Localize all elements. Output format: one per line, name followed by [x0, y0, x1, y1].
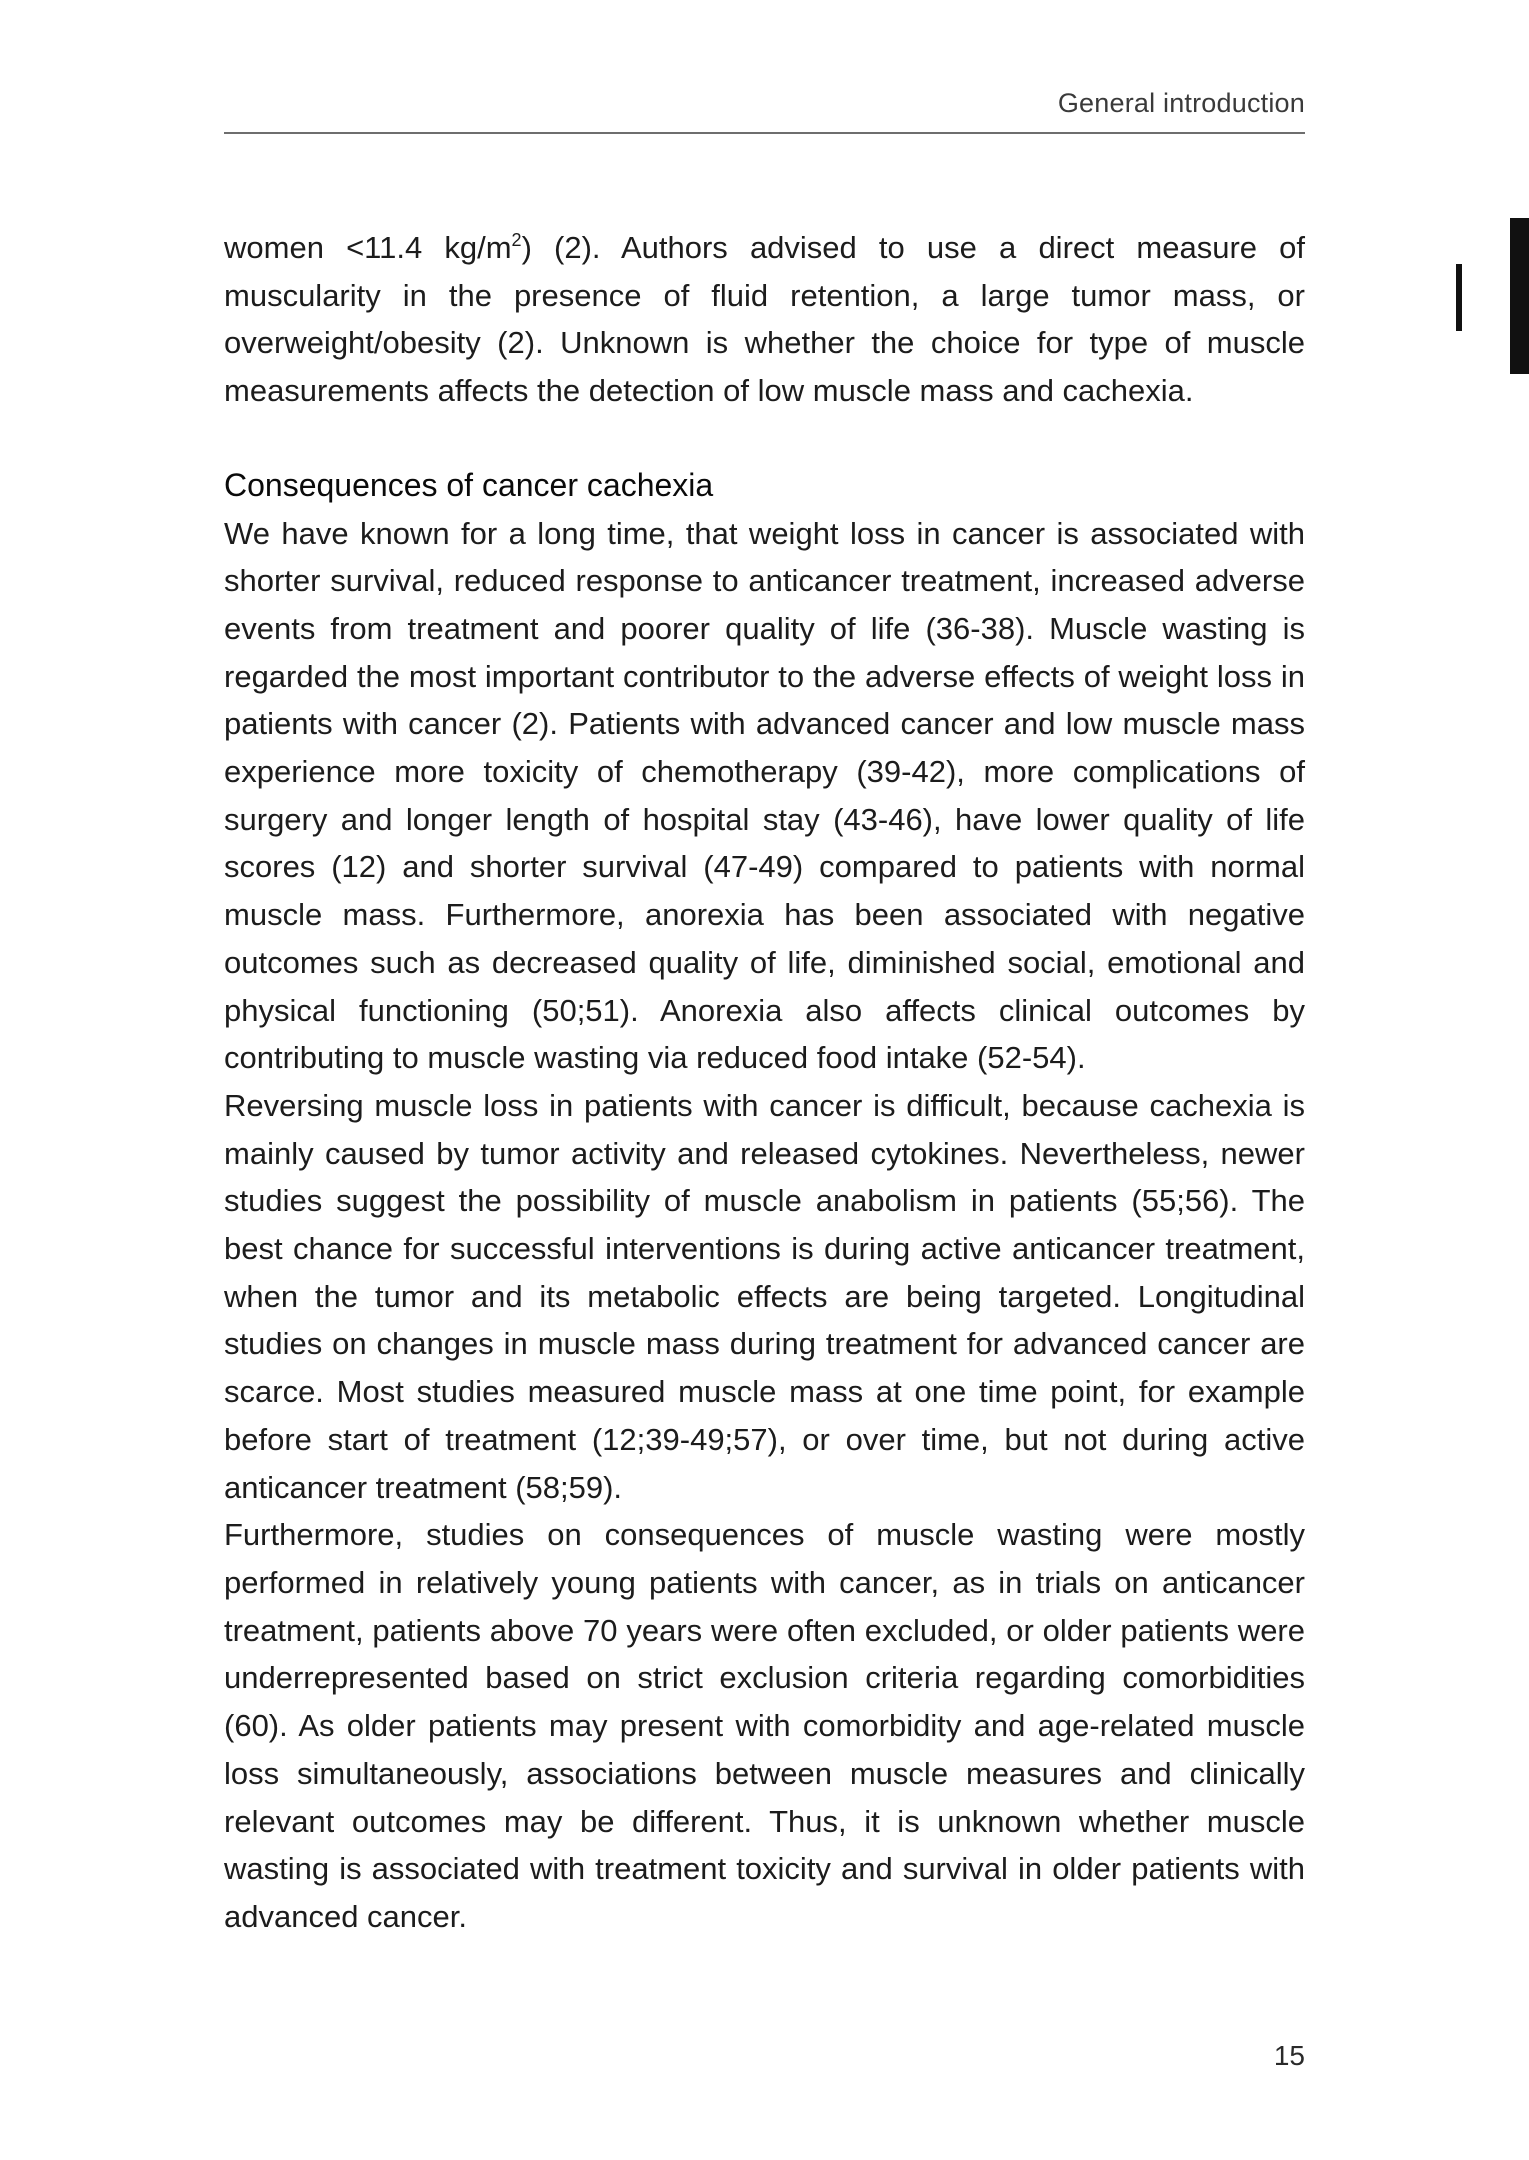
superscript-two: 2 [511, 230, 522, 250]
chapter-edge-tab [1510, 218, 1529, 374]
page-number: 15 [1273, 2040, 1305, 2071]
section-heading: Consequences of cancer cachexia [224, 466, 714, 503]
main-text [224, 224, 1305, 1941]
intro-text-start: women <11.4 kg/m [224, 230, 512, 265]
intro-paragraph [224, 224, 1305, 415]
running-header-title: General introduction [1057, 88, 1305, 118]
running-header [224, 88, 1305, 134]
chapter-marker-bar [1456, 264, 1462, 331]
body-paragraph-2: Reversing muscle loss in patients with cancer is difficult, because cachexia is mainly caused by tumor activity and released cytokines. Nevertheless, newer studies suggest the possibility of muscle anabolism in patients (55;56). The best chance for successful interventions is during active anticancer treatment, when the tumor and its metabolic effects are being targeted. Longitudinal studies on changes in muscle mass during treatment for advanced cancer are scarce. Most studies measured muscle mass at one time point, for example before start of treatment (12;39-49;57), or over time, but not during active anticancer treatment (58;59). [224, 1087, 1305, 1505]
paragraph-spacer [224, 415, 1305, 462]
intro-text-end: ) (2). Authors advised to use a direct measure of muscularity in the presence of fluid retention, a large tumor mass, or overweight/obesity (2). Unknown is whether the choice for type of muscle measurements affects the detection of low muscle mass and cachexia. [224, 230, 1305, 409]
body-paragraph-1: We have known for a long time, that weight loss in cancer is associated with shorter survival, reduced response to anticancer treatment, increased adverse events from treatment and poorer quality of life (36-38). Muscle wasting is regarded the most important contributor to the adverse effects of weight loss in patients with cancer (2). Patients with advanced cancer and low muscle mass experience more toxicity of chemotherapy (39-42), more complications of surgery and longer length of hospital stay (43-46), have lower quality of life scores (12) and shorter survival (47-49) compared to patients with normal muscle mass. Furthermore, anorexia has been associated with negative outcomes such as decreased quality of life, diminished social, emotional and physical functioning (50;51). Anorexia also affects clinical outcomes by contributing to muscle wasting via reduced food intake (52-54). [224, 515, 1305, 1076]
body-paragraph-3: Furthermore, studies on consequences of muscle wasting were mostly performed in relatively young patients with cancer, as in trials on anticancer treatment, patients above 70 years were often excluded, or older patients were underrepresented based on strict exclusion criteria regarding comorbidities (60). As older patients may present with comorbidity and age-related muscle loss simultaneously, associations between muscle measures and clinically relevant outcomes may be different. Thus, it is unknown whether muscle wasting is associated with treatment toxicity and survival in older patients with advanced cancer. [224, 1517, 1305, 1934]
